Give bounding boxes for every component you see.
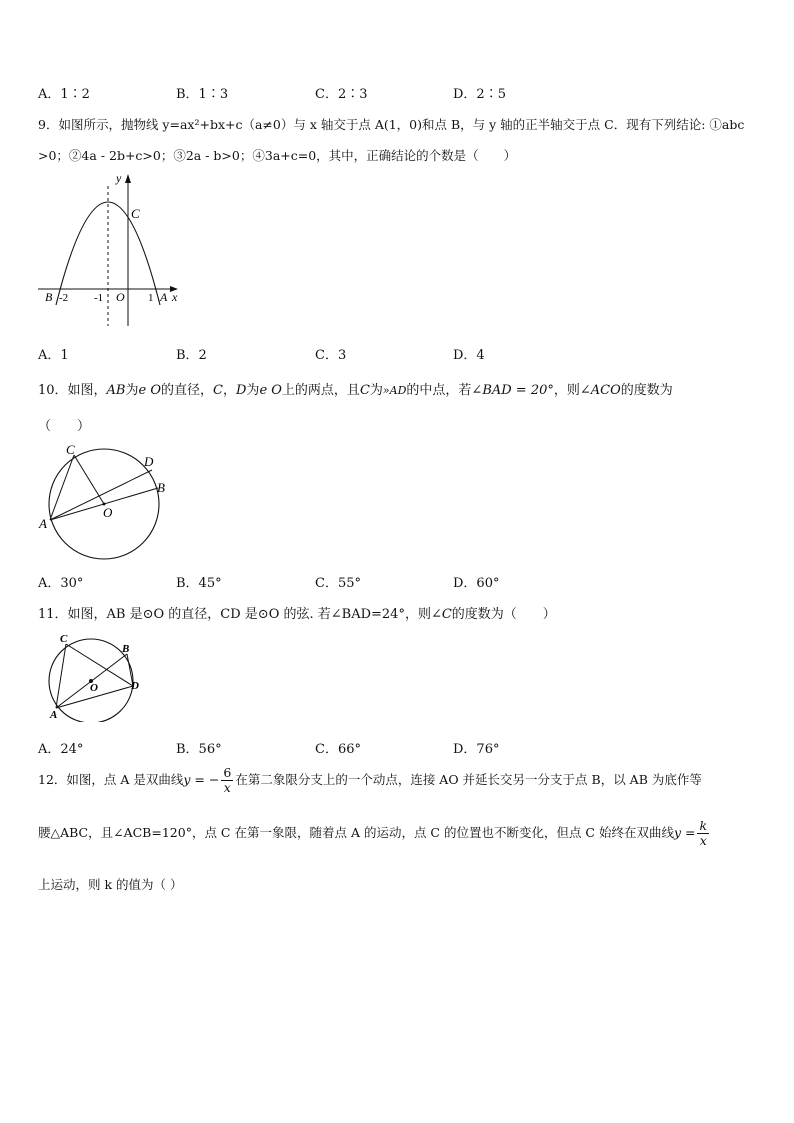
q10-circle-figure — [36, 440, 172, 566]
q10-ab: AB — [106, 383, 126, 398]
q11-angle-c: C — [441, 607, 452, 622]
q12-stem-line2 — [38, 819, 711, 848]
q8-option-c: C．2∶3 — [315, 87, 368, 102]
q12-fraction-6-over-x — [221, 766, 233, 795]
y-axis-arrow — [125, 174, 131, 183]
q11-option-c: C．66° — [315, 742, 361, 757]
q10-circle-o: e O — [138, 383, 161, 398]
segment-co — [74, 455, 104, 504]
q8-option-d: D．2∶5 — [453, 87, 506, 102]
q12-stem-line1 — [38, 766, 702, 795]
tick-1-label: 1 — [148, 292, 154, 304]
q11-circle-figure — [42, 630, 142, 722]
q10-c: C — [213, 383, 223, 398]
q12-frac1-num: 6 — [223, 765, 232, 780]
q12-fraction-k-over-x — [697, 819, 709, 848]
tick-minus2-label: -2 — [59, 292, 69, 304]
q8-option-a: A．1∶2 — [38, 87, 90, 102]
q12-frac1-den: x — [223, 780, 231, 795]
q11-stem-text: 11．如图，AB 是⊙O 的直径，CD 是⊙O 的弦. 若∠BAD=24°，则∠ — [38, 607, 442, 622]
q11-stem-end: 的度数为（ ） — [451, 607, 556, 622]
q9-stem-line2: >0；②4a - 2b+c>0；③2a - b>0；④3a+c=0，其中，正确结论的个数是（ ） — [38, 148, 517, 163]
origin-label: O — [116, 290, 125, 304]
q9-stem-line1: 9．如图所示，抛物线 y=ax²+bx+c（a≠0）与 x 轴交于点 A(1，0)和点 B，与 y 轴的正半轴交于点 C．现有下列结论: ①abc — [38, 117, 745, 132]
segment-ac — [56, 644, 66, 708]
point-o-label: O — [90, 682, 98, 694]
q10-d: D — [235, 383, 247, 398]
q12-y-eq-2: y = — [673, 825, 696, 840]
point-d-label: D — [144, 454, 154, 469]
point-d-label: D — [131, 680, 139, 692]
y-label: y — [116, 171, 122, 185]
q11-option-d: D．76° — [453, 742, 500, 757]
q12-stem-line3: 上运动，则 k 的值为（ ） — [38, 877, 183, 892]
q9-option-b: B．2 — [176, 348, 207, 363]
tick-minus1-label: -1 — [94, 292, 104, 304]
q9-option-d: D．4 — [453, 348, 485, 363]
q10-option-a: A．30° — [38, 576, 84, 591]
q10-text-4: 上的两点，且 — [281, 383, 360, 398]
point-b-label: B — [157, 480, 165, 495]
q12-y-eq: y = − — [183, 772, 220, 787]
point-c-label: C — [66, 442, 75, 457]
q8-option-b: B．1∶3 — [176, 87, 229, 102]
q10-option-c: C．55° — [315, 576, 361, 591]
q12-frac2-num: k — [699, 818, 708, 833]
q10-angle-bad: ∠BAD = 20° — [471, 383, 554, 398]
q12-text-2: 在第二象限分支上的一个动点，连接 AO 并延长交另一分支于点 B，以 AB 为底作等 — [235, 772, 702, 787]
q10-text-7: ，则 — [553, 383, 580, 398]
q10-stem-line2: （ ） — [38, 419, 91, 434]
q9-parabola-figure — [36, 168, 186, 330]
q9-option-c: C．3 — [315, 348, 347, 363]
q10-text-1: 为 — [125, 383, 139, 398]
q10-text-5: 为 — [369, 383, 383, 398]
q9-option-a: A．1 — [38, 348, 69, 363]
point-a-label: A — [50, 709, 58, 721]
q10-option-b: B．45° — [176, 576, 222, 591]
q10-c-2: C — [359, 383, 370, 398]
q10-text-2: 的直径， — [161, 383, 214, 398]
q12-text-3: 腰△ABC，且∠ACB=120°，点 C 在第一象限，随着点 A 的运动，点 C 的位置也不断变化，但点 C 始终在双曲线 — [38, 825, 674, 840]
q10-angle-aco: ∠ACO — [579, 383, 621, 398]
q11-stem — [38, 603, 556, 622]
q10-stem-line1 — [38, 379, 673, 398]
q10-text-6: 的中点，若 — [406, 383, 472, 398]
point-b-label: B — [45, 290, 53, 304]
q11-option-a: A．24° — [38, 742, 84, 757]
q12-frac2-den: x — [699, 833, 707, 848]
point-c-label: C — [131, 206, 140, 221]
x-label: x — [172, 290, 178, 304]
q10-circle-o-2: e O — [259, 383, 282, 398]
q10-text-8: 的度数为 — [620, 383, 673, 398]
point-c-label: C — [60, 633, 68, 645]
point-a-label: A — [39, 516, 47, 531]
q11-option-b: B．56° — [176, 742, 222, 757]
point-o-label: O — [103, 505, 113, 520]
point-a-label: A — [160, 290, 168, 304]
q12-text-1: 12．如图，点 A 是双曲线 — [38, 772, 184, 787]
point-b-label: B — [122, 643, 130, 655]
q10-prefix: 10．如图， — [38, 383, 107, 398]
q10-option-d: D．60° — [453, 576, 500, 591]
q10-comma: ， — [222, 383, 236, 398]
q10-arc-ad: »AD — [382, 384, 407, 397]
q10-text-3: 为 — [246, 383, 260, 398]
